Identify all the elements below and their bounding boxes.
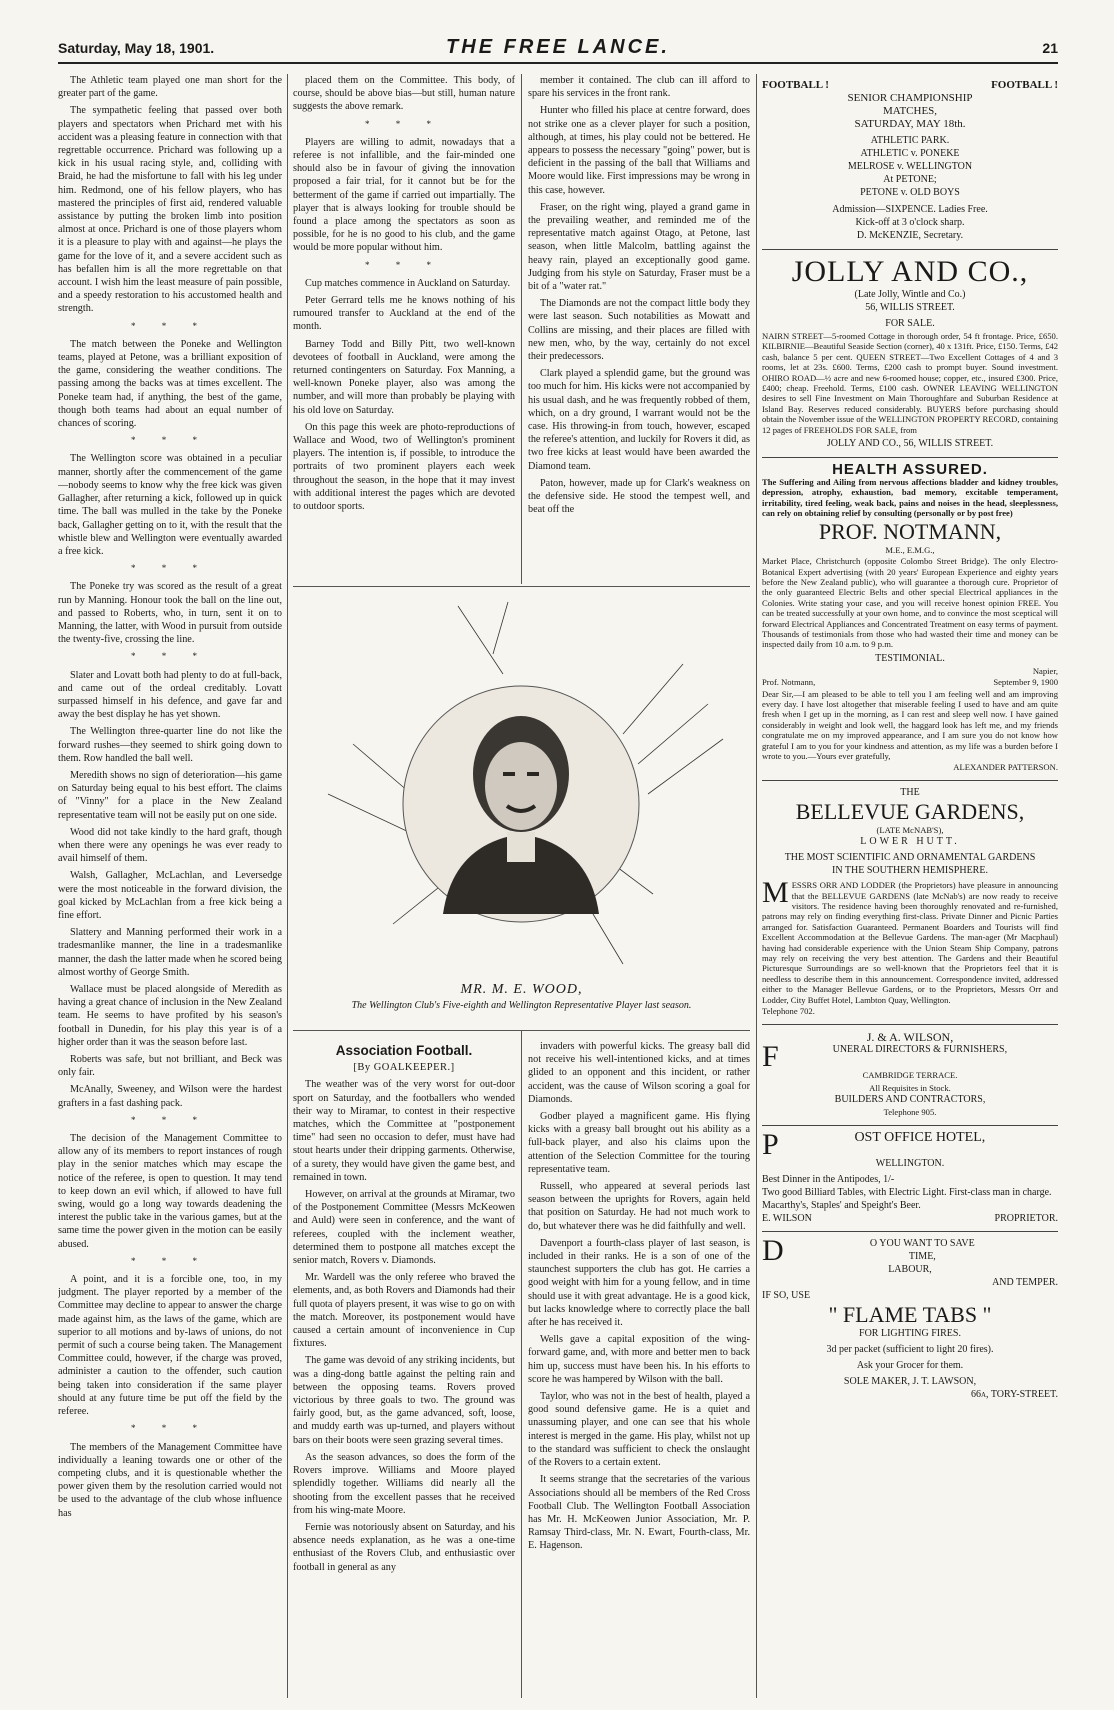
health-assured-ad bbox=[762, 458, 1058, 781]
page-number: 21 bbox=[1042, 40, 1058, 56]
association-football-column-1 bbox=[293, 1040, 515, 1700]
flame-line-2: TIME, bbox=[908, 1250, 936, 1262]
testimonial-place: Napier, bbox=[1032, 665, 1058, 676]
portrait-illustration bbox=[293, 594, 750, 979]
section-divider: * * * bbox=[131, 563, 209, 574]
advertisements-column bbox=[762, 74, 1058, 1698]
association-football-column-2 bbox=[528, 1040, 750, 1700]
paragraph: invaders with powerful kicks. The greasy ball did not receive his well-intentioned kicks, and at times glided to an opponent and this incident, or rather accident, was the cause of Wilson scoring a goal for Diamonds. bbox=[528, 1041, 750, 1105]
section-rule bbox=[293, 586, 750, 587]
football-line: SENIOR CHAMPIONSHIP bbox=[847, 92, 973, 104]
bellevue-the: THE bbox=[900, 786, 920, 798]
hotel-line: Two good Billiard Tables, with Electric Light. First-class man in charge. bbox=[762, 1186, 1052, 1198]
paragraph: Paton, however, made up for Clark's weakness on the defensive side. He stood the tempest well, and beat off the bbox=[528, 477, 750, 516]
flame-line-8: Ask your Grocer for them. bbox=[856, 1359, 964, 1371]
flame-tabs-ad bbox=[762, 1232, 1058, 1408]
bellevue-late: (LATE McNAB'S), bbox=[876, 824, 944, 835]
section-divider: * * * bbox=[365, 259, 443, 270]
flame-address: 66a, TORY-STREET. bbox=[970, 1388, 1058, 1400]
wilson-name: J. & A. WILSON, bbox=[866, 1029, 954, 1044]
dropcap-f: F bbox=[762, 1039, 779, 1073]
paragraph: The game was devoid of any striking incidents, but was a ding-dong battle against the pelting rain and between the opposing teams. Rovers proved victorious by three goals to two. The ground was fairly good, but, as the game advanced, soft, loose, and muddy earth was up-turned, and players without bars on their boots were seen grazing several times. bbox=[293, 1355, 515, 1446]
testimonial-date: September 9, 1900 bbox=[993, 677, 1058, 688]
football-line: ATHLETIC PARK. bbox=[870, 135, 950, 146]
testimonial-heading: TESTIMONIAL. bbox=[875, 652, 945, 664]
paragraph: placed them on the Committee. This body, of course, should be above bias—but still, human nature suggests the above remark. bbox=[293, 75, 515, 113]
flame-brand: " FLAME TABS " bbox=[828, 1301, 992, 1327]
dropcap-p: P bbox=[762, 1127, 779, 1161]
paragraph: Roberts was safe, but not brilliant, and Beck was only fair. bbox=[58, 1054, 282, 1079]
section-divider: * * * bbox=[131, 435, 209, 446]
column-rule bbox=[756, 74, 757, 1698]
post-office-hotel-ad bbox=[762, 1126, 1058, 1232]
health-body: Market Place, Christchurch (opposite Colombo Street Bridge). The only Electro-Botanical Expert advertising (with 20 years' European Experience and eighty years before the New Zealand public), who will guarantee a thorough cure. Proprietor of the only guaranteed Electric Belts and other special Electrical appliances in the Colonies. Write stating your case, and you will receive honest opinion FREE. You can be treated successfully at your own home, and to convince the most sceptical will forward Electrical Appliances and Concentrated Treatment on easy terms of payment. Thousands of testimonials from those who had wasted their time and money can be inspected daily from 10 a.m. to 9 p.m. bbox=[762, 556, 1058, 650]
flame-line-1-text: O YOU WANT TO SAVE bbox=[869, 1237, 975, 1249]
football-line: Admission—SIXPENCE. Ladies Free. bbox=[832, 204, 988, 215]
paragraph: It seems strange that the secretaries of the various Associations should all be members of the Red Cross Football Club. The Wellington Football Association has Mr. H. McKeowen Junior Association, Mr. P. Ramsay Third-class, Mr. N. Ewart, Fourth-class, Mr. E. Hagenson. bbox=[528, 1474, 750, 1552]
flame-maker: SOLE MAKER, J. T. LAWSON, bbox=[843, 1375, 977, 1387]
health-title: HEALTH ASSURED. bbox=[832, 461, 988, 479]
paragraph: Peter Gerrard tells me he knows nothing of his rumoured transfer to Auckland at the end of the month. bbox=[293, 295, 515, 333]
article-title: Association Football. bbox=[335, 1043, 473, 1058]
dropcap-d: D bbox=[762, 1233, 784, 1267]
bellevue-phone: Telephone 702. bbox=[762, 1006, 815, 1017]
paragraph: Slattery and Manning performed their work in a tradesmanlike manner, the line in a tradesmanlike manner, the dash the latter made when he scored being almost worthy of George Smith. bbox=[58, 927, 282, 978]
wilson-street: CAMBRIDGE TERRACE. bbox=[862, 1069, 958, 1080]
hotel-line: Macarthy's, Staples' and Speight's Beer. bbox=[762, 1199, 921, 1211]
paragraph: Clark played a splendid game, but the ground was too much for him. His kicks were not accompanied by his usual dash, and he was frequently robbed of them, which, on a dry ground, I warrant would not be the case. His throwing-in from touch, however, escaped the referee's attention, and luckily for Rovers it did, as two free kicks at least would have been awarded the Diamond team. bbox=[528, 368, 750, 472]
paragraph: member it contained. The club can ill afford to spare his services in the front rank. bbox=[528, 75, 750, 100]
paragraph: Fraser, on the right wing, played a grand game in the prevailing weather, and reminded me of the representative match against Otago, at Petone, last season, when little Malcolm, battling against the heavy rain, played an exceptionally good game. Judging from his style on Saturday, Fraser must be a bit of a "water rat." bbox=[528, 201, 750, 293]
wilson-ad bbox=[762, 1025, 1058, 1126]
paragraph: Wells gave a capital exposition of the wing-forward game, and, with more and better men to back him up, success must have been his. In his efforts to score he was hampered by Wilson with the ball. bbox=[528, 1334, 750, 1385]
prof-quals: M.E., E.M.G., bbox=[885, 544, 935, 555]
hotel-title-text: OST OFFICE HOTEL, bbox=[854, 1129, 986, 1145]
flame-line-7: 3d per packet (sufficient to light 20 fires). bbox=[826, 1343, 994, 1355]
wilson-trade bbox=[762, 1039, 1058, 1073]
bellevue-body bbox=[762, 876, 1058, 1005]
portrait-caption bbox=[293, 982, 750, 1011]
football-line: MELROSE v. WELLINGTON bbox=[847, 161, 973, 172]
paragraph: The Athletic team played one man short for the greater part of the game. bbox=[58, 75, 282, 100]
football-line: SATURDAY, MAY 18th. bbox=[854, 118, 966, 130]
jolly-for-sale: FOR SALE. bbox=[885, 318, 935, 329]
paragraph: The Poneke try was scored as the result of a great run by Manning. Honour took the ball on the line out, and passed to Roberts, who, in turn, sent it on to Manning, the latter, with Wood in pursuit from outside the twenty-five, crossing the line. bbox=[58, 581, 282, 646]
football-line: At PETONE; bbox=[883, 174, 937, 185]
bellevue-gardens-ad bbox=[762, 781, 1058, 1025]
wilson-phone: Telephone 905. bbox=[883, 1107, 937, 1118]
hotel-proprietor: PROPRIETOR. bbox=[994, 1212, 1058, 1224]
flame-line-3: LABOUR, bbox=[888, 1263, 932, 1275]
jolly-name: JOLLY AND CO., bbox=[791, 255, 1029, 288]
paragraph: As the season advances, so does the form of the Rovers improve. Williams and Moore played splendidly together. Williams did nearly all the shooting from the excellent passes that he received from his wing-mate Moore. bbox=[293, 1451, 515, 1516]
paragraph: The members of the Management Committee have individually a leaning towards one or other of the competing clubs, and it is questionable whether the power given them by the resolution carried would not be used to the advantage of the club whose influence has bbox=[58, 1441, 282, 1519]
paragraph: Walsh, Gallagher, McLachlan, and Leversedge were the most noticeable in the forward division, the goal kicked by McLachlan from a free kick being a fine effort. bbox=[58, 870, 282, 921]
hotel-line: Best Dinner in the Antipodes, 1/- bbox=[762, 1173, 895, 1185]
paragraph: Hunter who filled his place at centre forward, does not strike one as a clever player for such a position, although, at times, his play could not be bettered. He appears to possess the necessary "going" power, but is deficient in the passing of the ball that Williams and Moore would like. First impressions may be wrong in this case, however. bbox=[528, 105, 750, 196]
paragraph: Barney Todd and Billy Pitt, two well-known devotees of football in Auckland, were among the returned contingenters on Saturday. Fox Manning, a well-known Poneke player, also was among the number, and will more than probably be playing with his old love on Saturday. bbox=[293, 338, 515, 416]
jolly-footer: JOLLY AND CO., 56, WILLIS STREET. bbox=[826, 438, 994, 450]
masthead bbox=[58, 38, 1058, 64]
hotel-town: WELLINGTON. bbox=[875, 1157, 945, 1169]
paragraph: Players are willing to admit, nowadays that a referee is not infallible, and the fair-minded one should also be in favour of giving the innovation proposed a fair trial, for it cannot but be for the betterment of the game if carried out impartially. The player that is always looking for trouble should be found a place among the spectators as soon as possible, for he is no good to his club, and the game would be more popular without him. bbox=[293, 136, 515, 254]
flame-line-6: FOR LIGHTING FIRES. bbox=[859, 1327, 961, 1339]
jolly-listings: NAIRN STREET—5-roomed Cottage in thorough order, 54 ft frontage. Price, £650. KILBIRNIE—Beautiful Seaside Section (corner), 40 x 131ft. Price, £150. Terms, £42 cash, balance 5 per cent. QUEEN STREET—Two Excellent Cottages of 4 and 3 rooms, let at 23s. £600. Terms, £200 cash to prompt buyer. Sound investment. OHIRO ROAD—½ acre and new 6-roomed house; copper, etc., insured £300. Price, £400; cheap. Freehold. Terms, £100 cash. OWNER LEAVING WELLINGTON desires to sell Fine Investment on Main Thoroughfare and Suburban Residence at Island Bay. Reserves reduced considerably. BUYERS before purchasing should obtain the November issue of the WELLINGTON PROPERTY RECORD, containing 12 pages of FREEHOLDS FOR SALE, from bbox=[762, 331, 1058, 435]
football-heading-left: FOOTBALL ! bbox=[762, 79, 829, 91]
section-divider: * * * bbox=[131, 1255, 209, 1266]
column-rule bbox=[521, 1030, 522, 1698]
bellevue-body-text: ESSRS ORR AND LODDER (the Proprietors) have pleasure in announcing that the BELLEVUE GARDENS (late McNab's) are now ready to receive visitors. The residence having been thoroughly renovated and re-furnished, patrons may rely on finding everything first-class. Private Dinner and Picnic Parties arranged for. Satisfaction Guaranteed. Permanent Boarders and Tourists will find Excellent Accommodation at the Bellevue Gardens. The man-ager (Mr Macphaul) having had considerable experience with the Union Steam Ship Company, patrons may rely on receiving the very best attention. The Gardens and their Beautiful Picturesque Surroundings are so well-known that the Proprietors feel that it is needless to describe them in this announcement. Correspondence invited, addressed either to the Manager Bellevue Gardens, or to the Proprietors, Messrs Orr and Lodder, City Buffet Hotel, Lambton Quay, Wellington. bbox=[762, 880, 1058, 1005]
hotel-owner: E. WILSON bbox=[762, 1212, 812, 1224]
jolly-sub: (Late Jolly, Wintle and Co.) bbox=[854, 289, 966, 300]
bellevue-place: LOWER HUTT. bbox=[860, 836, 960, 848]
paragraph: A point, and it is a forcible one, too, in my judgment. The player reported by a member of the Committee may decline to appear to answer the charge made against him, as the laws of the game, which are superior to all motions and by-laws of unions, do not permit of such a course being taken. The Management Committee could, however, if the charge was proved, administer a caution to the offender, such caution being taken into consideration if the same player should at any future time be put off the field by the referee. bbox=[58, 1274, 282, 1418]
paragraph: Godber played a magnificent game. His flying kicks with a greasy ball brought out his ability as a full-back player, and also his claims upon the attention of the Selection Committee for the touring representative team. bbox=[528, 1111, 750, 1175]
bellevue-tagline-1: THE MOST SCIENTIFIC AND ORNAMENTAL GARDENS bbox=[784, 852, 1036, 864]
jolly-and-co-ad bbox=[762, 250, 1058, 458]
paragraph: The Wellington score was obtained in a peculiar manner, shortly after the commencement of the game—nobody seems to know why the free kick was given Gallagher, after returning a kick, followed up in quick time. The ball was mulled in the take by the Poneke back, Gallagher getting on to it, with the result that the whistle blew and Wellington were eventually awarded a free kick. bbox=[58, 453, 282, 557]
section-divider: * * * bbox=[131, 320, 209, 331]
testimonial-signature: ALEXANDER PATTERSON. bbox=[953, 762, 1058, 773]
section-rule bbox=[293, 1030, 750, 1031]
football-line: ATHLETIC v. PONEKE bbox=[860, 148, 960, 159]
prof-notmann: PROF. NOTMANN, bbox=[818, 518, 1002, 544]
flame-line-5: IF SO, USE bbox=[762, 1289, 811, 1301]
portrait-subtitle: The Wellington Club's Five-eighth and Wellington Representative Player last season. bbox=[351, 1000, 692, 1011]
football-line: MATCHES, bbox=[882, 105, 938, 117]
section-divider: * * * bbox=[131, 1114, 209, 1125]
paragraph: Fernie was notoriously absent on Saturday, and his absence needs explanation, as he was a one-time enthusiast of the Rovers Club, and enthusiastic over football in general as any bbox=[293, 1521, 515, 1573]
paragraph: The Diamonds are not the compact little body they were last season. Such notabilities as Mowatt and Collins are missing, and their places are filled with new men, who, by the way, certainly do not excel their predecessors. bbox=[528, 298, 750, 363]
column-rule bbox=[287, 74, 288, 1698]
wilson-stock: All Requisites in Stock. bbox=[869, 1082, 951, 1093]
portrait-name: MR. M. E. WOOD, bbox=[460, 982, 583, 997]
column-rule bbox=[521, 74, 522, 584]
paragraph: Mr. Wardell was the only referee who braved the elements, and, as both Rovers and Diamonds had their full quota of players present, it was wise to go on with the match. Moreover, its postponement would have caused a certain amount of inconvenience in Cup fixtures. bbox=[293, 1272, 515, 1350]
paragraph: Slater and Lovatt both had plenty to do at full-back, and came out of the ordeal creditably. Lovatt surpassed himself in his defence, and gave far and away the best display he has yet shown. bbox=[58, 669, 282, 721]
wilson-trade-text: UNERAL DIRECTORS & FURNISHERS, bbox=[832, 1043, 1008, 1055]
column-1-text bbox=[58, 74, 282, 1698]
football-line: Kick-off at 3 o'clock sharp. bbox=[855, 217, 965, 228]
football-line: D. McKENZIE, Secretary. bbox=[856, 230, 964, 241]
paragraph: Taylor, who was not in the best of health, played a good sound defensive game. He is a quiet and unassuming player, and one can see that his whole interest is merged in the game. His play, whilst not up to the standard was sufficient to check the onslaught of the Rovers to a certain extent. bbox=[528, 1391, 750, 1469]
testimonial-letter: Dear Sir,—I am pleased to be able to tell you I am feeling well and am improving every day. I have lost altogether that miserable feeling I used to have and am quite fresh when I get up in the morning, as I can rest and sleep well now. I have gained considerably in weight and look well, the haggard look has left me, and my friends congratulate me on my improved appearance, and I am sure you do not know how grateful I am to you for your kindness and attention, as my life was a burden before I wrote to you.—Yours ever gratefully, bbox=[762, 688, 1058, 761]
paragraph: Cup matches commence in Auckland on Saturday. bbox=[305, 277, 511, 289]
paragraph: However, on arrival at the grounds at Miramar, two of the Postponement Committee (Messrs McKeowen and Auld) were seen in conference, and the want of referees, coupled with the inclement weather, determined them to postpone all matches except the senior match, Rovers v. Diamonds. bbox=[293, 1189, 515, 1267]
portrait-image bbox=[293, 594, 750, 1026]
paragraph: Meredith shows no sign of deterioration—his game on Saturday being equal to his best effort. The claims of "Vinny" for a place in the New Zealand representative team will not be easily put on one side. bbox=[58, 769, 282, 821]
testimonial-to: Prof. Notmann, bbox=[762, 677, 816, 688]
paragraph: The Wellington three-quarter line do not like the forward rushes—they seemed to shirk going down to them. Row handled the ball well. bbox=[58, 726, 282, 764]
paragraph: The match between the Poneke and Wellington teams, played at Petone, was a brilliant exposition of the game, considering the weather conditions. The passing among the backs was at times excellent. The Poneke team had, if anything, the best of the game, though both teams had about an equal number of chances of scoring. bbox=[58, 338, 282, 430]
paragraph: Russell, who appeared at several periods last season between the uprights for Rovers, again held that position on Saturday. He had not much work to do, but whatever there was he did faithfully and well. bbox=[528, 1181, 750, 1232]
football-heading-right: FOOTBALL ! bbox=[991, 79, 1058, 91]
bellevue-name: BELLEVUE GARDENS, bbox=[795, 798, 1025, 824]
column-3-text bbox=[528, 74, 750, 574]
football-ad bbox=[762, 74, 1058, 250]
paragraph: McAnally, Sweeney, and Wilson were the hardest grafters in a fast dashing pack. bbox=[58, 1084, 282, 1109]
wilson-builders: BUILDERS AND CONTRACTORS, bbox=[834, 1094, 986, 1106]
football-line: PETONE v. OLD BOYS bbox=[860, 187, 960, 198]
dropcap-m: M bbox=[762, 876, 789, 910]
paragraph: On this page this week are photo-reproductions of Wallace and Wood, two of Wellington's prominent players. The intention is, if possible, to introduce the portraits of two prominent players each week throughout the season, in the hope that it may invest with additional interest the pages which are devoted to outdoor sports. bbox=[293, 421, 515, 513]
paragraph: Davenport a fourth-class player of last season, is included in their ranks. He is a son of one of the staunchest supporters the club has got. He carries a good weight with him for a young fellow, and in time should use it with great advantage. He is a good kick, but lacks knowledge where to correctly place the ball after he has received it. bbox=[528, 1237, 750, 1329]
paragraph: Wallace must be placed alongside of Meredith as having a great chance of inclusion in the New Zealand team. He seems to have profited by his season's football in Dunedin, for his play this year is of a higher order than it was the season before last. bbox=[58, 984, 282, 1048]
column-2-text bbox=[293, 74, 515, 574]
paragraph: The sympathetic feeling that passed over both players and spectators when Prichard met with his accident was a pleasing feature in connection with that regrettable occurrence. Prichard was following up a kick in his usual racing style, and, colliding with Braid, he had the misfortune to fall with his leg under him. Redmond, one of his fellow players, who has mastered the principles of first aid, rendered valuable assistance by putting the broken limb into position almost at once. Prichard is one of those players whom it is a pleasure to play with and against—he plays the game for the love of it, and a severe accident such as has befallen him is all the more regrettable on that account. I wish him the least measure of pain possible, and a speedy restoration to his accustomed health and strength. bbox=[58, 105, 282, 315]
paragraph: The weather was of the very worst for out-door sport on Saturday, and the footballers who wended their way to Miramar, to contest in their respective matches, which the Committee at "postponement time" had seen no occasion to defer, must have had stout hearts under their dripping garments. Otherwise, of a surety, they would have given the game best, and remained in town. bbox=[293, 1079, 515, 1183]
flame-line-4: AND TEMPER. bbox=[992, 1276, 1058, 1288]
section-divider: * * * bbox=[365, 118, 443, 129]
issue-date: Saturday, May 18, 1901. bbox=[58, 40, 215, 56]
paragraph: Wood did not take kindly to the hard graft, though when there were any openings he was ever ready to avail himself of them. bbox=[58, 826, 282, 865]
hotel-title bbox=[762, 1127, 1058, 1161]
health-intro: The Suffering and Ailing from nervous affections bladder and kidney troubles, depression, atrophy, exhaustion, bad memory, excitable temperament, irritability, tired feeling, weak back, pains and noises in the head, sleeplessness, can rely on obtaining relief by consulting (personally or by post free) bbox=[762, 477, 1058, 519]
newspaper-title: THE FREE LANCE. bbox=[446, 36, 670, 58]
jolly-address: 56, WILLIS STREET. bbox=[865, 302, 955, 313]
section-divider: * * * bbox=[131, 651, 209, 662]
paragraph: The decision of the Management Committee to allow any of its members to report instances of rough play in the senior matches which may escape the notice of the referee, is open to question. It may tend to keep down an evil which, if allowed to have full swing, would go a long way towards deadening the interest the public take in the various games, but at the same time the power given in the motion can be easily abused. bbox=[58, 1133, 282, 1250]
bellevue-tagline-2: IN THE SOUTHERN HEMISPHERE. bbox=[832, 865, 988, 877]
section-divider: * * * bbox=[131, 1423, 209, 1434]
article-byline: [By GOALKEEPER.] bbox=[353, 1062, 455, 1074]
